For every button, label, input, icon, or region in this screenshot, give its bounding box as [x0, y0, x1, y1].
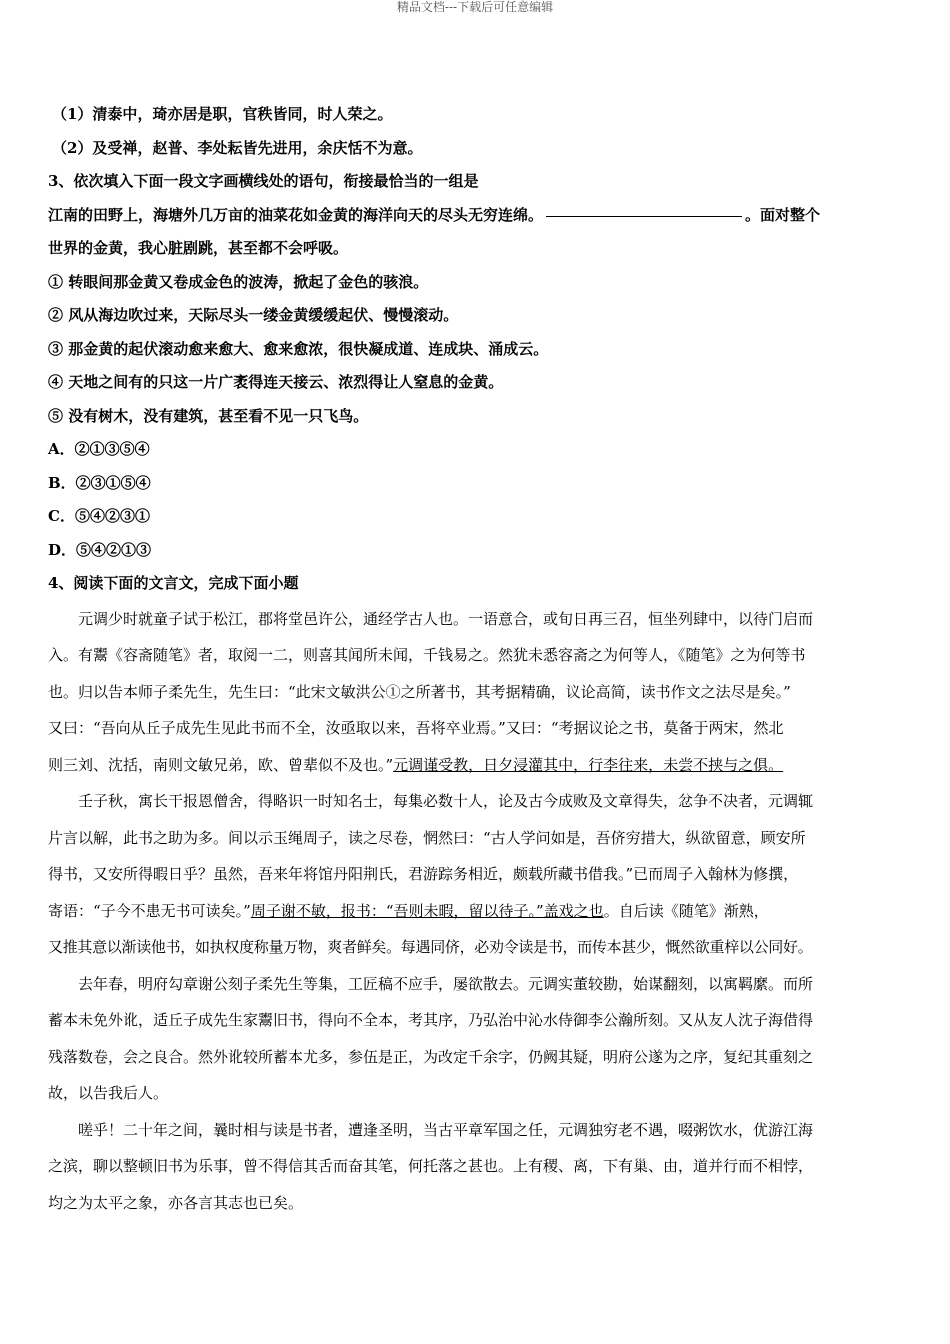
- classical-line: 又曰：“吾向从丘子成先生见此书而不全，汝亟取以来，吾将卒业焉。”又曰：“考据议论之书，莫备于两宋，然北: [48, 719, 784, 737]
- sentence-option-1: ① 转眼间那金黄又卷成金色的波涛，掀起了金色的骇浪。: [48, 272, 429, 291]
- classical-line: 片言以解，此书之助为多。间以示玉绳周子，读之尽卷，惘然曰：“古人学问如是，吾侪穷措大，纵欲留意，顾安所: [48, 828, 806, 847]
- classical-line: 均之为太平之象，亦各言其志也已矣。: [48, 1193, 304, 1212]
- classical-line: 得书，又安所得暇日乎？虽然，吾来年将馆丹阳荆氏，君游踪务相近，颇载所藏书借我。”已而周子入翰林为修撰，: [48, 865, 799, 883]
- question-3-stem: 3、依次填入下面一段文字画横线处的语句，衔接最恰当的一组是: [48, 172, 479, 190]
- passage-text: 。面对整个: [745, 205, 821, 224]
- passage-text: 江南的田野上，海塘外几万亩的油菜花如金黄的海洋向天的尽头无穷连绵。: [48, 205, 544, 224]
- underlined-sentence: 周子谢不敏，报书：“吾则未暇，留以待子。”盖戏之也: [250, 901, 604, 920]
- classical-text: 寄语：“子今不患无书可读矣。”: [48, 901, 251, 920]
- choice-b: B．②③①⑤④: [48, 473, 151, 492]
- classical-line: 元调少时就童子试于松江，郡将堂邑许公，通经学古人也。一语意合，或旬日再三召，恒坐列肆中，以待门启而: [78, 609, 814, 628]
- question-3-passage-line-1: [48, 199, 902, 233]
- classical-line: 故，以告我后人。: [48, 1084, 169, 1102]
- sentence-option-4: ④ 天地之间有的只这一片广袤得连天接云、浓烈得让人窒息的金黄。: [48, 373, 504, 391]
- classical-line: 壬子秋，寓长干报恩僧舍，得略识一时知名士，每集必数十人，论及古今成败及文章得失，忿争不决者，元调辄: [78, 792, 814, 810]
- question-3-passage-line-2: 世界的金黄，我心脏剧跳，甚至都不会呼吸。: [48, 239, 349, 257]
- choice-d: D．⑤④②①③: [48, 540, 152, 559]
- classical-line: [48, 893, 902, 930]
- question-4-stem: 4、阅读下面的文言文，完成下面小题: [48, 574, 299, 592]
- classical-line: 蓄本未免外讹，适丘子成先生家鬻旧书，得向不全本，考其序，乃弘治中沁水侍御李公瀚所刻。又从友人沈子海借得: [48, 1011, 814, 1029]
- translation-sentence-1: （1）清泰中，琦亦居是职，官秩皆同，时人荣之。: [52, 105, 393, 123]
- classical-line: 残落数卷，会之良合。然外讹较所蓄本尤多，参伍是正，为改定千余字，仍阙其疑，明府公遂为之序，复纪其重刻之: [48, 1047, 814, 1066]
- classical-line: 嗟乎！二十年之间，曩时相与读是书者，遭逢圣明，当古平章军国之任，元调独穷老不遇，啜粥饮水，优游江海: [78, 1120, 814, 1139]
- sentence-option-5: ⑤ 没有树木，没有建筑，甚至看不见一只飞鸟。: [48, 406, 369, 425]
- classical-text: 则三刘、沈括，南则文敏兄弟，欧、曾辈似不及也。”: [48, 755, 394, 774]
- sentence-option-3: ③ 那金黄的起伏滚动愈来愈大、愈来愈浓，很快凝成道、连成块、涌成云。: [48, 339, 549, 358]
- classical-line: 入。有鬻《容斋随笔》者，取阅一二，则喜其闻所未闻，千钱易之。然犹未悉容斋之为何等人，《随笔》之为何等书: [48, 646, 806, 664]
- fill-in-blank: [546, 215, 742, 217]
- classical-line: 之滨，聊以整顿旧书为乐事，曾不得信其舌而奋其笔，何托落之甚也。上有稷、离，下有巢、由，道并行而不相悖，: [48, 1157, 814, 1175]
- classical-line: [48, 747, 902, 784]
- document-body: [48, 98, 902, 1221]
- classical-line: 也。归以告本师子柔先生，先生曰：“此宋文敏洪公①之所著书，其考据精确，议论高简，读书作文之法尽是矣。”: [48, 682, 791, 701]
- translation-sentence-2: （2）及受禅，赵普、李处耘皆先进用，余庆恬不为意。: [52, 138, 423, 157]
- page-header: 精品文档---下载后可任意编辑: [396, 0, 554, 14]
- classical-text: 。自后读《随笔》渐熟，: [603, 901, 769, 920]
- choice-a: A．②①③⑤④: [48, 440, 150, 458]
- classical-line: 去年春，明府勾章谢公刻子柔先生等集，工匠稿不应手，屡欲散去。元调实董较勘，始谋翻刻，以寓羁縻。而所: [78, 974, 814, 993]
- underlined-sentence: 元调谨受教，日夕浸灌其中，行李往来，未尝不挟与之俱。: [393, 755, 784, 774]
- choice-c: C．⑤④②③①: [48, 507, 150, 525]
- sentence-option-2: ② 风从海边吹过来，天际尽头一缕金黄缓缓起伏、慢慢滚动。: [48, 306, 459, 324]
- classical-line: 又推其意以渐读他书，如执权度称量万物，爽者鲜矣。每遇同侪，必劝令读是书，而传本甚少，慨然欲重梓以公同好。: [48, 938, 813, 956]
